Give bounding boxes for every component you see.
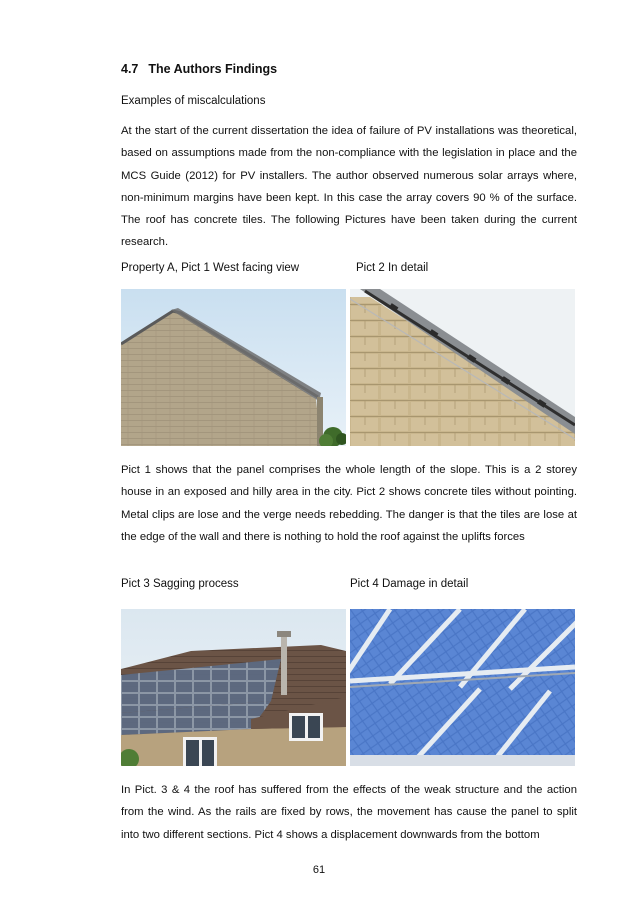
- section-heading: [121, 62, 277, 76]
- section-subtitle: Examples of miscalculations: [121, 95, 266, 107]
- photo-pict2-detail: [350, 289, 575, 446]
- page-number: 61: [312, 864, 326, 876]
- paragraph-pict3-4: In Pict. 3 & 4 the roof has suffered from the effects of the weak structure and the action from the wind. As the rails are fixed by rows, the movement has cause the panel to split into two different sections. Pict 4 shows a displacement downwards from the bottom: [121, 784, 577, 841]
- section-title: The Authors Findings: [148, 62, 278, 76]
- caption-pict2: Pict 2 In detail: [356, 262, 429, 274]
- paragraph-pict1-2: Pict 1 shows that the panel comprises the whole length of the slope. This is a 2 storey house in an exposed and hilly area in the city. Pict 2 shows concrete tiles without pointing. Metal clips are lose and the verge needs rebedding. The danger is that the tiles are lose at the edge of the wall and there is nothing to hold the roof against the uplifts forces: [121, 464, 577, 543]
- caption-pict1: Property A, Pict 1 West facing view: [121, 262, 300, 274]
- paragraph-intro: At the start of the current dissertation the idea of failure of PV installations was theoretical, based on assumptions made from the non-compliance with the legislation in place and the MCS Guide (2012) for PV installers. The author observed numerous solar arrays where, non-minimum margins have been kept. In this case the array covers 90 % of the surface. The roof has concrete tiles. The following Pictures have been taken during the current research.: [121, 125, 577, 249]
- photo-pict4-damage: [350, 609, 575, 766]
- caption-pict4: Pict 4 Damage in detail: [350, 578, 469, 590]
- section-number: 4.7: [121, 62, 139, 76]
- caption-pict3: Pict 3 Sagging process: [121, 578, 239, 590]
- photo-pict3-sagging: [121, 609, 346, 766]
- photo-pict1-gable: [121, 289, 346, 446]
